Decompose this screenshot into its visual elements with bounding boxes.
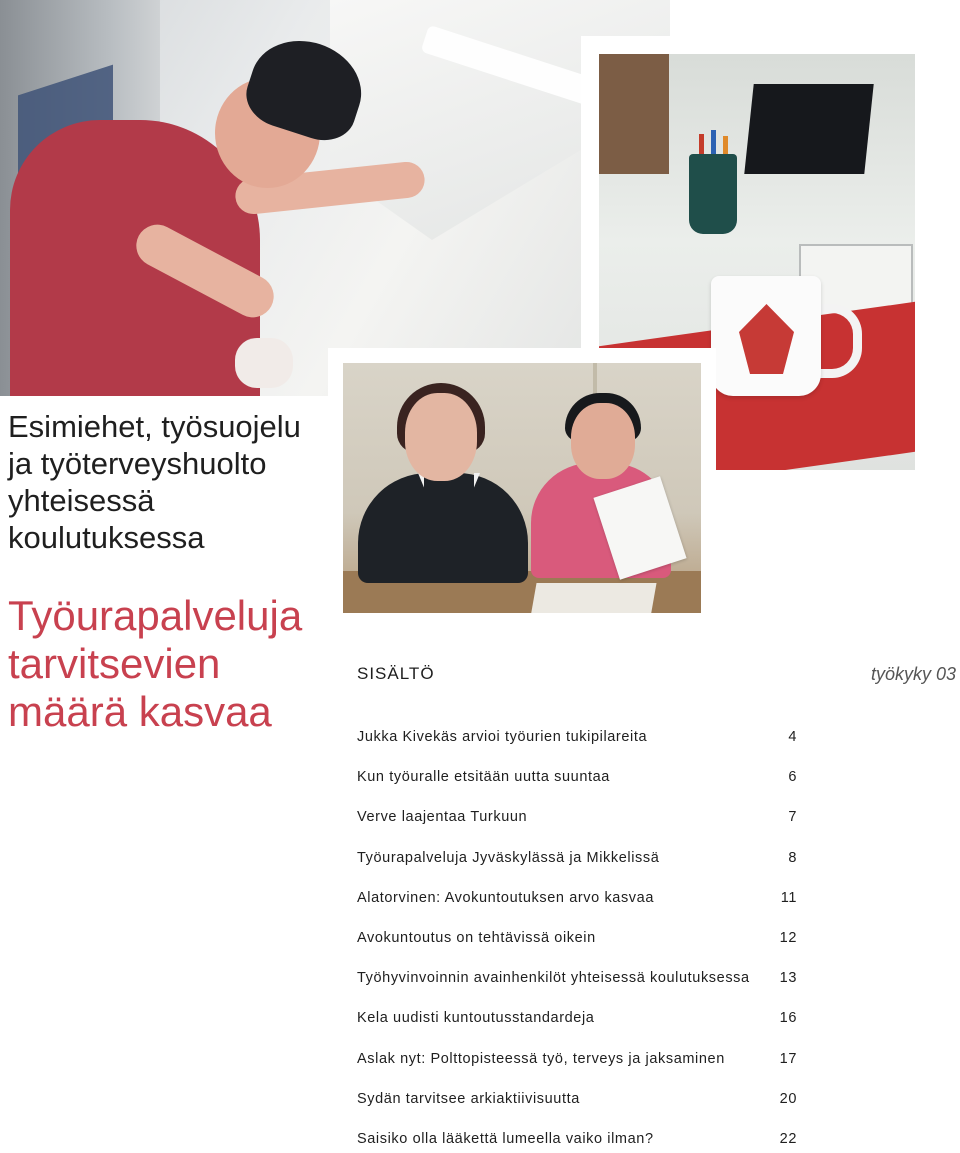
- magazine-tag: työkyky 03: [870, 664, 956, 684]
- toc-item[interactable]: [357, 809, 797, 849]
- toc-item-page: 16: [779, 1010, 797, 1027]
- photo-woman-right-head: [571, 403, 635, 479]
- photo-glove: [235, 338, 293, 388]
- toc-item[interactable]: [357, 769, 797, 809]
- photo-pen-cup: [689, 154, 737, 234]
- toc-item-page: 12: [779, 929, 797, 946]
- toc-item[interactable]: [357, 1091, 797, 1131]
- toc-item-title: Jukka Kivekäs arvioi työurien tukipilareita: [357, 729, 648, 745]
- toc-item-title: Saisiko olla lääkettä lumeella vaiko ilman?: [357, 1130, 654, 1147]
- toc-item[interactable]: [357, 850, 797, 890]
- toc-item-title: Sydän tarvitsee arkiaktiivisuutta: [357, 1090, 580, 1107]
- photo-laptop: [744, 84, 873, 174]
- toc-list: [357, 729, 797, 1153]
- toc-item[interactable]: [357, 890, 797, 930]
- toc-item-title: Työurapalveluja Jyväskylässä ja Mikkelissä: [357, 849, 660, 866]
- photo-table-papers: [529, 583, 656, 613]
- toc-item[interactable]: [357, 729, 797, 769]
- headline-secondary: Työurapalveluja tarvitsevien määrä kasvaa: [8, 592, 303, 735]
- toc-item-page: 20: [779, 1090, 797, 1107]
- toc-item-page: 17: [779, 1050, 797, 1067]
- toc-item-page: 22: [779, 1130, 797, 1147]
- toc-item-page: 8: [788, 849, 797, 866]
- toc-item-title: Verve laajentaa Turkuun: [357, 809, 528, 826]
- photo-window: [599, 54, 669, 174]
- toc-item[interactable]: [357, 1010, 797, 1050]
- headline-primary: Esimiehet, työsuojelu ja työterveyshuolto yhteisessä koulutuksessa: [8, 409, 301, 555]
- toc-item-page: 11: [780, 889, 797, 906]
- toc-heading: SISÄLTÖ: [357, 664, 435, 683]
- toc-item[interactable]: [357, 1131, 797, 1153]
- toc-item-title: Kun työuralle etsitään uutta suuntaa: [357, 769, 610, 786]
- toc-item-title: Aslak nyt: Polttopisteessä työ, terveys ja jaksaminen: [357, 1050, 725, 1067]
- toc-item-page: 6: [788, 769, 797, 786]
- toc-item[interactable]: [357, 1051, 797, 1091]
- photo-women-scene: [343, 363, 701, 613]
- toc-item-title: Työhyvinvoinnin avainhenkilöt yhteisessä koulutuksessa: [357, 970, 750, 987]
- toc-item-page: 7: [788, 809, 797, 826]
- photo-kitchen-worker: [0, 0, 670, 396]
- toc-item-title: Alatorvinen: Avokuntoutuksen arvo kasvaa: [357, 889, 654, 906]
- photo-woman-left-head: [405, 393, 477, 481]
- toc-item-page: 4: [788, 729, 797, 745]
- toc-item[interactable]: [357, 970, 797, 1010]
- toc-item[interactable]: [357, 930, 797, 970]
- toc-item-title: Avokuntoutus on tehtävissä oikein: [357, 929, 596, 946]
- photo-two-women: [328, 348, 716, 628]
- toc-item-page: 13: [779, 970, 797, 987]
- toc-item-title: Kela uudisti kuntoutusstandardeja: [357, 1010, 595, 1027]
